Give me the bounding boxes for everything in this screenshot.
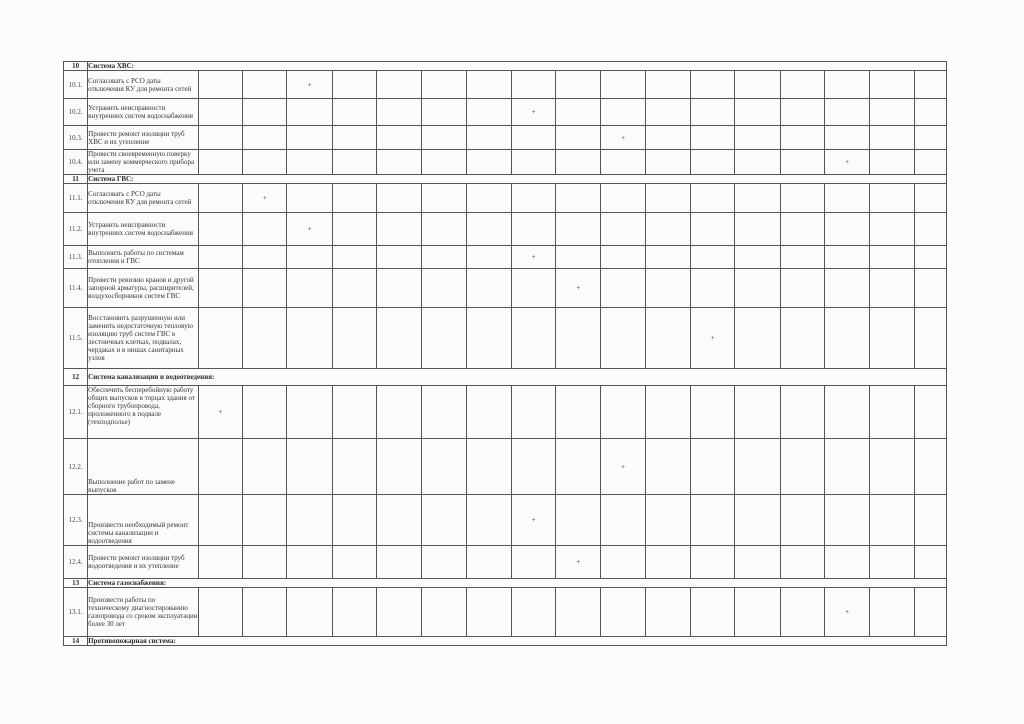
schedule-cell bbox=[691, 126, 735, 150]
item-number: 10.3. bbox=[64, 126, 88, 150]
schedule-cell bbox=[735, 150, 780, 175]
schedule-cell bbox=[198, 495, 242, 546]
item-number: 11.4. bbox=[64, 269, 88, 308]
schedule-cell bbox=[556, 126, 601, 150]
schedule-cell bbox=[511, 588, 555, 637]
item-description: Устранить неисправности внутренних систем водоснабжения bbox=[88, 213, 199, 246]
section-number: 11 bbox=[64, 175, 88, 184]
schedule-cell bbox=[332, 246, 376, 269]
schedule-cell bbox=[914, 495, 947, 546]
table-row bbox=[64, 269, 947, 308]
section-number: 13 bbox=[64, 579, 88, 588]
schedule-cell bbox=[377, 495, 422, 546]
section-row bbox=[64, 637, 947, 646]
schedule-cell bbox=[691, 150, 735, 175]
schedule-cell bbox=[287, 495, 332, 546]
schedule-cell bbox=[511, 546, 555, 579]
schedule-mark: + bbox=[511, 99, 555, 126]
schedule-cell bbox=[422, 439, 466, 495]
item-description: Выполнить работы по системам отопления и ГВС bbox=[88, 246, 199, 269]
schedule-cell bbox=[914, 184, 947, 213]
item-description: Произвести работы по техническому диагностированию газопровода со сроком эксплуатации более 30 лет bbox=[88, 588, 199, 637]
schedule-cell bbox=[332, 126, 376, 150]
schedule-cell bbox=[556, 71, 601, 99]
schedule-cell bbox=[601, 71, 645, 99]
schedule-cell bbox=[332, 184, 376, 213]
item-description: Устранить неисправности внутренних систем водоснабжения bbox=[88, 99, 199, 126]
schedule-cell bbox=[287, 269, 332, 308]
schedule-cell bbox=[780, 126, 824, 150]
schedule-cell bbox=[511, 126, 555, 150]
schedule-cell bbox=[824, 213, 869, 246]
schedule-cell bbox=[780, 184, 824, 213]
schedule-cell bbox=[511, 213, 555, 246]
schedule-cell bbox=[332, 269, 376, 308]
schedule-cell bbox=[780, 71, 824, 99]
schedule-cell bbox=[735, 495, 780, 546]
schedule-cell bbox=[870, 71, 914, 99]
item-number: 13.1. bbox=[64, 588, 88, 637]
schedule-cell bbox=[332, 495, 376, 546]
schedule-cell bbox=[735, 588, 780, 637]
schedule-cell bbox=[511, 184, 555, 213]
schedule-cell bbox=[287, 588, 332, 637]
schedule-cell bbox=[422, 269, 466, 308]
table-row bbox=[64, 386, 947, 439]
schedule-cell bbox=[735, 386, 780, 439]
schedule-cell bbox=[511, 71, 555, 99]
table-row bbox=[64, 439, 947, 495]
item-number: 11.2. bbox=[64, 213, 88, 246]
schedule-cell bbox=[422, 150, 466, 175]
schedule-cell bbox=[824, 246, 869, 269]
schedule-cell bbox=[243, 246, 287, 269]
schedule-cell bbox=[287, 308, 332, 369]
schedule-cell bbox=[243, 308, 287, 369]
schedule-cell bbox=[914, 150, 947, 175]
schedule-cell bbox=[466, 308, 511, 369]
section-row bbox=[64, 369, 947, 386]
schedule-mark: + bbox=[287, 71, 332, 99]
schedule-cell bbox=[824, 71, 869, 99]
schedule-cell bbox=[870, 184, 914, 213]
schedule-cell bbox=[824, 126, 869, 150]
schedule-cell bbox=[466, 588, 511, 637]
schedule-cell bbox=[870, 588, 914, 637]
schedule-cell bbox=[556, 184, 601, 213]
table-row bbox=[64, 99, 947, 126]
schedule-cell bbox=[601, 386, 645, 439]
schedule-cell bbox=[466, 213, 511, 246]
schedule-cell bbox=[198, 439, 242, 495]
schedule-cell bbox=[556, 246, 601, 269]
schedule-cell bbox=[332, 439, 376, 495]
schedule-cell bbox=[332, 546, 376, 579]
schedule-cell bbox=[243, 269, 287, 308]
work-plan-sheet bbox=[63, 61, 947, 646]
schedule-mark: + bbox=[511, 246, 555, 269]
schedule-cell bbox=[914, 588, 947, 637]
section-row bbox=[64, 62, 947, 71]
schedule-cell bbox=[645, 308, 690, 369]
schedule-cell bbox=[691, 184, 735, 213]
schedule-cell bbox=[377, 71, 422, 99]
schedule-cell bbox=[198, 588, 242, 637]
schedule-cell bbox=[556, 150, 601, 175]
schedule-mark: + bbox=[556, 269, 601, 308]
schedule-cell bbox=[466, 99, 511, 126]
schedule-cell bbox=[601, 150, 645, 175]
schedule-mark: + bbox=[824, 588, 869, 637]
schedule-cell bbox=[824, 308, 869, 369]
schedule-cell bbox=[645, 386, 690, 439]
schedule-cell bbox=[556, 588, 601, 637]
section-title: Система канализации и водоотведения: bbox=[88, 369, 947, 386]
schedule-cell bbox=[243, 71, 287, 99]
schedule-cell bbox=[735, 99, 780, 126]
schedule-cell bbox=[780, 495, 824, 546]
schedule-cell bbox=[511, 308, 555, 369]
schedule-cell bbox=[377, 439, 422, 495]
schedule-cell bbox=[824, 495, 869, 546]
item-description: Произвести необходимый ремонт системы канализации и водоотведения bbox=[88, 495, 199, 546]
schedule-cell bbox=[691, 588, 735, 637]
schedule-cell bbox=[914, 308, 947, 369]
schedule-cell bbox=[824, 269, 869, 308]
schedule-mark: + bbox=[824, 150, 869, 175]
schedule-cell bbox=[377, 213, 422, 246]
schedule-cell bbox=[243, 588, 287, 637]
schedule-cell bbox=[422, 213, 466, 246]
schedule-mark: + bbox=[287, 213, 332, 246]
schedule-cell bbox=[914, 99, 947, 126]
schedule-cell bbox=[735, 439, 780, 495]
schedule-cell bbox=[198, 269, 242, 308]
schedule-cell bbox=[377, 588, 422, 637]
item-description: Согласовать с РСО даты отключения КУ для ремонта сетей bbox=[88, 184, 199, 213]
item-number: 10.1. bbox=[64, 71, 88, 99]
schedule-cell bbox=[466, 546, 511, 579]
schedule-cell bbox=[243, 546, 287, 579]
schedule-cell bbox=[780, 386, 824, 439]
schedule-cell bbox=[735, 269, 780, 308]
section-title: Противопожарная система: bbox=[88, 637, 947, 646]
schedule-cell bbox=[870, 439, 914, 495]
schedule-cell bbox=[243, 99, 287, 126]
schedule-cell bbox=[466, 184, 511, 213]
schedule-cell bbox=[645, 439, 690, 495]
schedule-cell bbox=[780, 99, 824, 126]
schedule-cell bbox=[422, 588, 466, 637]
item-description: Согласовать с РСО даты отключения КУ для ремонта сетей bbox=[88, 71, 199, 99]
schedule-cell bbox=[511, 269, 555, 308]
schedule-cell bbox=[556, 213, 601, 246]
schedule-cell bbox=[691, 546, 735, 579]
work-plan-table bbox=[63, 61, 947, 646]
section-number: 14 bbox=[64, 637, 88, 646]
table-row bbox=[64, 308, 947, 369]
schedule-cell bbox=[422, 246, 466, 269]
schedule-cell bbox=[243, 439, 287, 495]
schedule-mark: + bbox=[601, 439, 645, 495]
schedule-cell bbox=[243, 386, 287, 439]
schedule-cell bbox=[377, 99, 422, 126]
item-number: 11.1. bbox=[64, 184, 88, 213]
section-row bbox=[64, 175, 947, 184]
schedule-cell bbox=[422, 99, 466, 126]
schedule-cell bbox=[870, 269, 914, 308]
schedule-cell bbox=[377, 386, 422, 439]
schedule-cell bbox=[332, 308, 376, 369]
schedule-cell bbox=[824, 546, 869, 579]
schedule-cell bbox=[914, 213, 947, 246]
schedule-mark: + bbox=[601, 126, 645, 150]
schedule-cell bbox=[198, 184, 242, 213]
schedule-cell bbox=[287, 126, 332, 150]
schedule-cell bbox=[914, 269, 947, 308]
section-title: Система ГВС: bbox=[88, 175, 947, 184]
section-title: Система ХВС: bbox=[88, 62, 947, 71]
item-description: Выполнение работ по замене выпусков bbox=[88, 439, 199, 495]
schedule-cell bbox=[691, 269, 735, 308]
schedule-cell bbox=[914, 71, 947, 99]
schedule-cell bbox=[601, 269, 645, 308]
schedule-cell bbox=[914, 386, 947, 439]
schedule-cell bbox=[466, 246, 511, 269]
schedule-cell bbox=[691, 246, 735, 269]
item-description: Обеспечить бесперебойную работу общих выпусков в торцах здания от сборного трубопровода, проложенного в подвале (техподполье) bbox=[88, 386, 199, 439]
schedule-cell bbox=[198, 126, 242, 150]
item-number: 11.5. bbox=[64, 308, 88, 369]
schedule-cell bbox=[287, 246, 332, 269]
schedule-cell bbox=[645, 269, 690, 308]
item-description: Провести ревизию кранов и другой запорной арматуры, расширителей, воздухосборников систем ГВС bbox=[88, 269, 199, 308]
schedule-cell bbox=[377, 150, 422, 175]
schedule-cell bbox=[511, 439, 555, 495]
schedule-cell bbox=[645, 246, 690, 269]
schedule-cell bbox=[601, 308, 645, 369]
schedule-cell bbox=[691, 439, 735, 495]
schedule-cell bbox=[691, 495, 735, 546]
schedule-cell bbox=[377, 308, 422, 369]
schedule-cell bbox=[691, 99, 735, 126]
schedule-cell bbox=[198, 246, 242, 269]
schedule-cell bbox=[914, 439, 947, 495]
schedule-cell bbox=[601, 546, 645, 579]
schedule-cell bbox=[287, 439, 332, 495]
schedule-mark: + bbox=[691, 308, 735, 369]
schedule-cell bbox=[466, 126, 511, 150]
schedule-cell bbox=[511, 386, 555, 439]
schedule-cell bbox=[422, 386, 466, 439]
schedule-cell bbox=[287, 99, 332, 126]
schedule-cell bbox=[645, 99, 690, 126]
schedule-cell bbox=[824, 386, 869, 439]
schedule-mark: + bbox=[511, 495, 555, 546]
schedule-cell bbox=[243, 213, 287, 246]
schedule-cell bbox=[332, 71, 376, 99]
schedule-cell bbox=[466, 386, 511, 439]
schedule-cell bbox=[422, 126, 466, 150]
schedule-cell bbox=[780, 588, 824, 637]
schedule-cell bbox=[780, 269, 824, 308]
schedule-cell bbox=[466, 71, 511, 99]
section-title: Система газоснабжения: bbox=[88, 579, 947, 588]
schedule-cell bbox=[645, 184, 690, 213]
schedule-cell bbox=[287, 184, 332, 213]
schedule-cell bbox=[691, 213, 735, 246]
section-row bbox=[64, 579, 947, 588]
schedule-cell bbox=[870, 99, 914, 126]
schedule-cell bbox=[870, 150, 914, 175]
schedule-cell bbox=[735, 213, 780, 246]
schedule-cell bbox=[735, 246, 780, 269]
schedule-cell bbox=[780, 439, 824, 495]
schedule-cell bbox=[377, 269, 422, 308]
schedule-cell bbox=[645, 150, 690, 175]
schedule-cell bbox=[824, 439, 869, 495]
schedule-cell bbox=[243, 126, 287, 150]
schedule-cell bbox=[198, 308, 242, 369]
schedule-cell bbox=[332, 150, 376, 175]
item-number: 12.1. bbox=[64, 386, 88, 439]
schedule-cell bbox=[780, 308, 824, 369]
item-number: 12.3. bbox=[64, 495, 88, 546]
table-row bbox=[64, 71, 947, 99]
schedule-cell bbox=[735, 126, 780, 150]
schedule-cell bbox=[556, 99, 601, 126]
schedule-mark: + bbox=[198, 386, 242, 439]
item-number: 11.3. bbox=[64, 246, 88, 269]
item-description: Восстановить разрушенную или заменить недостаточную тепловую изоляцию труб систем ГВС в лестничных клетках, подвалах, чердаках и в нишах санитарных узлов bbox=[88, 308, 199, 369]
schedule-cell bbox=[422, 308, 466, 369]
schedule-cell bbox=[287, 546, 332, 579]
schedule-cell bbox=[287, 150, 332, 175]
schedule-cell bbox=[332, 99, 376, 126]
schedule-cell bbox=[645, 71, 690, 99]
schedule-cell bbox=[601, 588, 645, 637]
schedule-cell bbox=[870, 546, 914, 579]
schedule-cell bbox=[780, 150, 824, 175]
schedule-cell bbox=[556, 495, 601, 546]
schedule-cell bbox=[287, 386, 332, 439]
schedule-mark: + bbox=[243, 184, 287, 213]
item-description: Провести ремонт изоляции труб водоотведения и их утепление bbox=[88, 546, 199, 579]
table-row bbox=[64, 213, 947, 246]
schedule-cell bbox=[243, 495, 287, 546]
schedule-cell bbox=[198, 99, 242, 126]
table-row bbox=[64, 546, 947, 579]
schedule-cell bbox=[601, 246, 645, 269]
schedule-cell bbox=[735, 71, 780, 99]
item-number: 12.4. bbox=[64, 546, 88, 579]
schedule-cell bbox=[601, 99, 645, 126]
schedule-cell bbox=[691, 386, 735, 439]
schedule-cell bbox=[377, 126, 422, 150]
table-row bbox=[64, 588, 947, 637]
schedule-cell bbox=[332, 213, 376, 246]
schedule-cell bbox=[780, 546, 824, 579]
section-number: 10 bbox=[64, 62, 88, 71]
schedule-cell bbox=[780, 246, 824, 269]
schedule-cell bbox=[870, 126, 914, 150]
schedule-cell bbox=[914, 126, 947, 150]
schedule-cell bbox=[645, 588, 690, 637]
schedule-cell bbox=[601, 184, 645, 213]
schedule-cell bbox=[198, 546, 242, 579]
schedule-cell bbox=[691, 71, 735, 99]
schedule-cell bbox=[422, 71, 466, 99]
schedule-cell bbox=[824, 184, 869, 213]
table-row bbox=[64, 126, 947, 150]
schedule-cell bbox=[824, 99, 869, 126]
item-number: 12.2. bbox=[64, 439, 88, 495]
table-row bbox=[64, 184, 947, 213]
schedule-cell bbox=[914, 246, 947, 269]
item-number: 10.2. bbox=[64, 99, 88, 126]
schedule-cell bbox=[556, 439, 601, 495]
schedule-cell bbox=[735, 308, 780, 369]
schedule-cell bbox=[466, 439, 511, 495]
schedule-cell bbox=[870, 213, 914, 246]
schedule-cell bbox=[466, 150, 511, 175]
item-description: Провести ремонт изоляции труб ХВС и их утепление bbox=[88, 126, 199, 150]
schedule-mark: + bbox=[556, 546, 601, 579]
schedule-cell bbox=[198, 71, 242, 99]
table-row bbox=[64, 495, 947, 546]
item-description: Провести своевременную поверку или замену коммерческого прибора учета bbox=[88, 150, 199, 175]
schedule-cell bbox=[377, 546, 422, 579]
schedule-cell bbox=[914, 546, 947, 579]
schedule-cell bbox=[422, 546, 466, 579]
schedule-cell bbox=[556, 308, 601, 369]
schedule-cell bbox=[780, 213, 824, 246]
schedule-cell bbox=[601, 495, 645, 546]
item-number: 10.4. bbox=[64, 150, 88, 175]
schedule-cell bbox=[466, 495, 511, 546]
schedule-cell bbox=[645, 495, 690, 546]
schedule-cell bbox=[870, 386, 914, 439]
table-row bbox=[64, 150, 947, 175]
schedule-cell bbox=[422, 495, 466, 546]
schedule-cell bbox=[377, 184, 422, 213]
schedule-cell bbox=[645, 213, 690, 246]
schedule-cell bbox=[645, 126, 690, 150]
schedule-cell bbox=[735, 546, 780, 579]
schedule-cell bbox=[422, 184, 466, 213]
schedule-cell bbox=[645, 546, 690, 579]
schedule-cell bbox=[511, 150, 555, 175]
schedule-cell bbox=[332, 386, 376, 439]
schedule-cell bbox=[466, 269, 511, 308]
schedule-cell bbox=[198, 213, 242, 246]
schedule-cell bbox=[870, 246, 914, 269]
schedule-cell bbox=[870, 495, 914, 546]
schedule-cell bbox=[198, 150, 242, 175]
table-row bbox=[64, 246, 947, 269]
schedule-cell bbox=[601, 213, 645, 246]
schedule-cell bbox=[556, 386, 601, 439]
section-number: 12 bbox=[64, 369, 88, 386]
schedule-cell bbox=[332, 588, 376, 637]
schedule-cell bbox=[243, 150, 287, 175]
schedule-cell bbox=[377, 246, 422, 269]
schedule-cell bbox=[870, 308, 914, 369]
schedule-cell bbox=[735, 184, 780, 213]
